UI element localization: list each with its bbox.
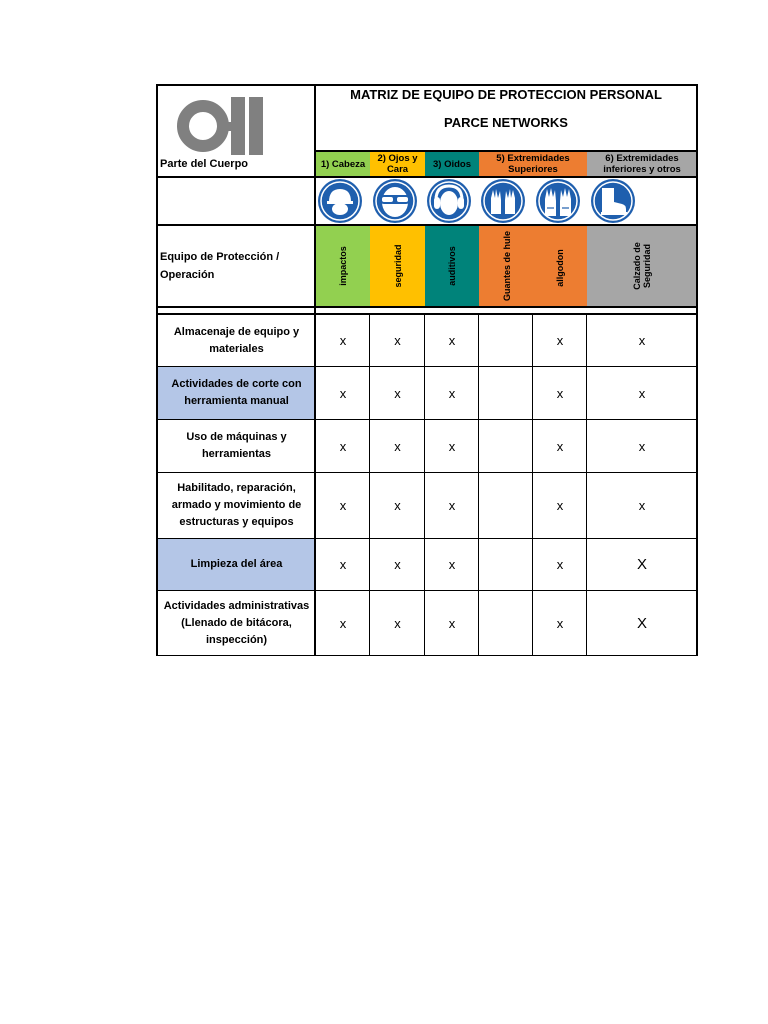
mark-cell: x	[448, 557, 456, 572]
equipment-label-impactos: impactos	[338, 246, 348, 286]
activity-row-2: Uso de máquinas y herramientas	[186, 431, 287, 460]
grid-line	[156, 306, 698, 308]
mark-cell: x	[638, 333, 646, 348]
mark-cell: x	[448, 498, 456, 513]
grid-line	[532, 313, 533, 656]
grid-line	[156, 472, 698, 473]
body-part-label: Parte del Cuerpo	[160, 158, 249, 170]
equipment-guantes-hule	[479, 226, 533, 306]
equipment-label-guantes-hule: Guantes de hule	[502, 230, 512, 302]
ear-protection-icon	[426, 178, 472, 224]
safety-boot-icon	[590, 178, 636, 224]
mark-cell: x	[448, 385, 456, 401]
mark-cell: x	[339, 615, 347, 631]
mark-cell: x	[556, 498, 564, 513]
helmet-icon	[317, 178, 363, 224]
goggles-icon	[372, 178, 418, 224]
category-cabeza: 1) Cabeza	[316, 152, 370, 176]
cotton-gloves-icon	[535, 178, 581, 224]
grid-line	[315, 655, 698, 656]
mark-cell	[479, 591, 533, 655]
mark-cell: x	[448, 615, 456, 631]
mark-cell	[479, 315, 533, 366]
grid-line	[156, 590, 698, 591]
mark-cell: x	[394, 498, 401, 513]
mark-cell: x	[339, 385, 347, 401]
mark-cell	[479, 367, 533, 419]
grid-line	[424, 313, 425, 656]
mark-cell: x	[556, 333, 564, 348]
mark-cell: X	[636, 614, 647, 632]
grid-line	[156, 538, 698, 539]
mark-cell: x	[394, 438, 401, 454]
logo-cell	[157, 86, 315, 152]
category-oidos: 3) Oidos	[425, 152, 479, 176]
mark-cell: x	[394, 557, 401, 572]
page-title: MATRIZ DE EQUIPO DE PROTECCION PERSONAL	[350, 86, 662, 102]
equipment-label-auditivos: auditivos	[447, 246, 457, 286]
mark-cell: x	[394, 385, 401, 401]
grid-line	[156, 366, 698, 367]
grid-line	[156, 313, 698, 315]
grid-line	[156, 84, 698, 86]
mark-cell: x	[638, 438, 646, 454]
activity-row-4: Limpieza del área	[158, 539, 315, 590]
mark-cell: x	[339, 557, 347, 572]
category-extremidades-superiores: 5) Extremidades Superiores	[479, 152, 587, 176]
equipment-seguridad	[370, 226, 425, 306]
mark-cell: x	[556, 438, 564, 454]
grid-line	[369, 313, 370, 656]
grid-line	[156, 655, 316, 656]
mark-cell	[479, 539, 533, 590]
equipment-label-seguridad: seguridad	[392, 244, 403, 288]
equipment-allgodon	[533, 226, 587, 306]
equipment-calzado	[587, 226, 697, 306]
activity-row-3: Habilitado, reparación, armado y movimiento de estructuras y equipos	[171, 482, 302, 528]
grid-line	[315, 150, 698, 152]
mark-cell: X	[636, 556, 647, 573]
grid-line	[156, 224, 698, 226]
activity-row-5: Actividades administrativas (Llenado de bitácora, inspección)	[163, 599, 310, 646]
rubber-gloves-icon	[480, 178, 526, 224]
equipment-auditivos	[425, 226, 479, 306]
mark-cell	[479, 473, 533, 538]
mark-cell	[479, 420, 533, 472]
equipment-label: Equipo de Protección / Operación	[160, 251, 280, 281]
grid-line	[156, 176, 698, 178]
equipment-label-allgodon: allgodon	[555, 249, 565, 287]
grid-line	[696, 84, 698, 656]
equipment-impactos	[316, 226, 370, 306]
grid-line	[314, 84, 316, 656]
mark-cell: x	[339, 438, 347, 454]
category-extremidades-inferiores: 6) Extremidades inferiores y otros	[587, 152, 697, 176]
mark-cell: x	[638, 385, 646, 401]
page-subtitle: PARCE NETWORKS	[444, 114, 568, 130]
mark-cell: x	[394, 333, 401, 348]
activity-row-1: Actividades de corte con herramienta manual	[158, 367, 315, 419]
mark-cell: x	[339, 333, 347, 348]
mark-cell: x	[448, 438, 456, 454]
equipment-label-calzado: Calzado de Seguridad	[632, 242, 652, 290]
mark-cell: x	[339, 498, 347, 513]
mark-cell: x	[556, 557, 564, 572]
grid-line	[156, 84, 158, 656]
grid-line	[586, 313, 587, 656]
mark-cell: x	[556, 615, 564, 631]
mark-cell: x	[394, 615, 401, 631]
activity-row-0: Almacenaje de equipo y materiales	[173, 325, 300, 355]
mark-cell: x	[638, 498, 646, 513]
grid-line	[156, 419, 698, 420]
mark-cell: x	[448, 333, 456, 348]
category-ojos-cara: 2) Ojos y Cara	[370, 152, 425, 176]
mark-cell: x	[556, 385, 564, 401]
grid-line	[478, 313, 479, 656]
